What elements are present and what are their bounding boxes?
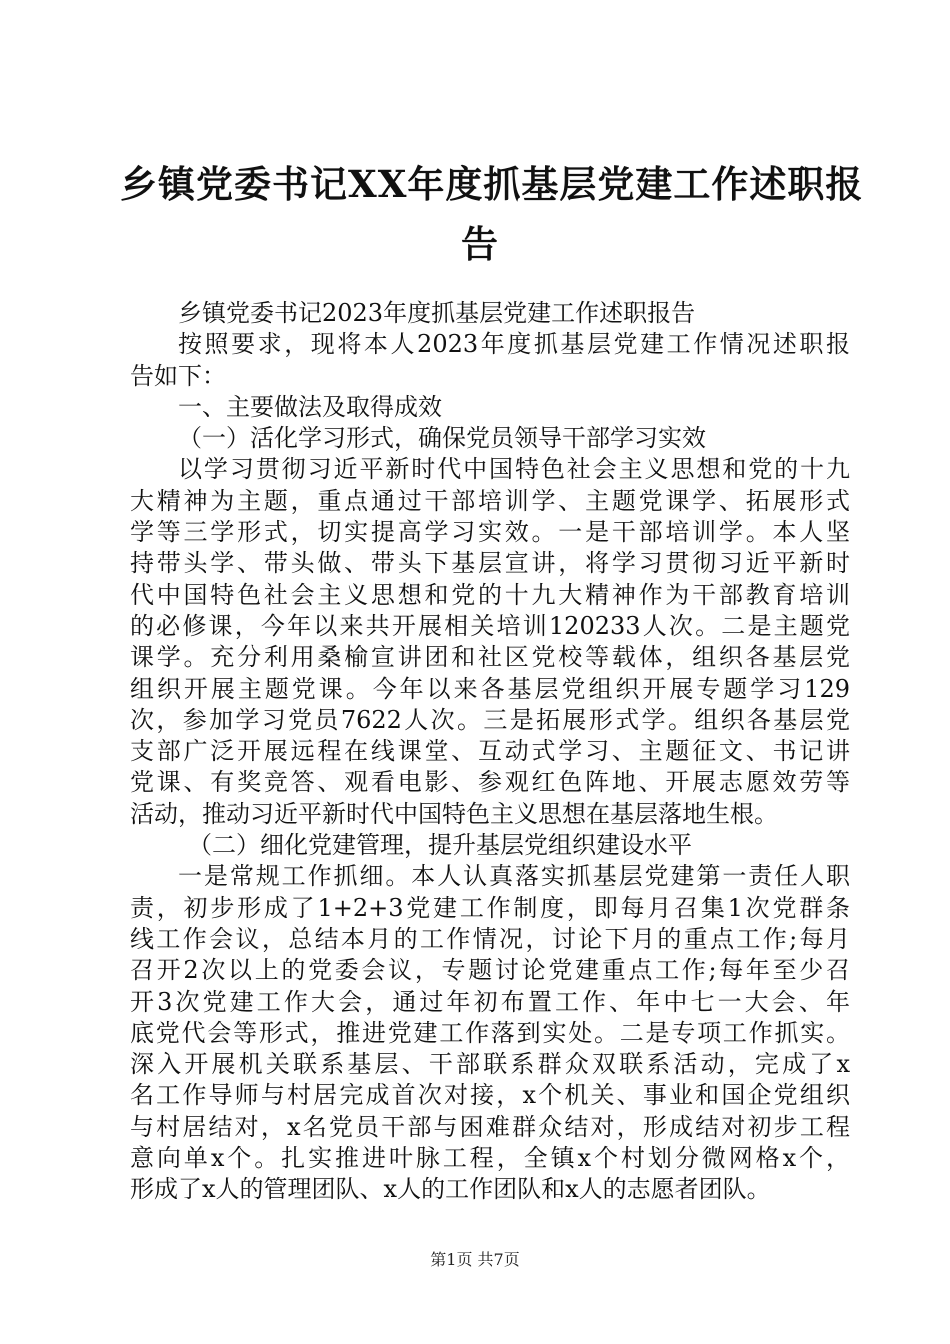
subsection-heading: （二）细化党建管理，提升基层党组织建设水平	[188, 831, 692, 860]
text-line: 召开2次以上的党委会议，专题讨论党建重点工作;每年至少召	[130, 956, 850, 985]
text-line: 活动，推动习近平新时代中国特色主义思想在基层落地生根。	[130, 799, 778, 828]
text-line: 深入开展机关联系基层、干部联系群众双联系活动，完成了x	[130, 1050, 850, 1079]
text-line: 的必修课，今年以来共开展相关培训120233人次。二是主题党	[130, 611, 850, 640]
text-line: 支部广泛开展远程在线课堂、互动式学习、主题征文、书记讲	[130, 737, 850, 766]
document-body	[130, 298, 850, 1206]
text-line: 底党代会等形式，推进党建工作落到实处。二是专项工作抓实。	[130, 1018, 850, 1047]
text-line: 责，初步形成了1+2+3党建工作制度，即每月召集1次党群条	[130, 893, 850, 922]
text-line: 课学。充分利用桑榆宣讲团和社区党校等载体，组织各基层党	[130, 643, 850, 672]
text-line: 形成了x人的管理团队、x人的工作团队和x人的志愿者团队。	[130, 1175, 771, 1204]
text-line: 乡镇党委书记2023年度抓基层党建工作述职报告	[178, 299, 696, 327]
document-title-line-2: 告	[461, 222, 499, 266]
document-title-line-1: 乡镇党委书记XX年度抓基层党建工作述职报	[120, 162, 864, 206]
text-line: 以学习贯彻习近平新时代中国特色社会主义思想和党的十九	[178, 455, 850, 484]
text-line: 次，参加学习党员7622人次。三是拓展形式学。组织各基层党	[130, 705, 850, 734]
text-line: 党课、有奖竞答、观看电影、参观红色阵地、开展志愿效劳等	[130, 768, 850, 797]
text-line: 代中国特色社会主义思想和党的十九大精神作为干部教育培训	[130, 580, 850, 609]
text-line: 开3次党建工作大会，通过年初布置工作、年中七一大会、年	[130, 987, 850, 1016]
text-line: 一是常规工作抓细。本人认真落实抓基层党建第一责任人职	[178, 862, 850, 891]
text-line: 持带头学、带头做、带头下基层宣讲，将学习贯彻习近平新时	[130, 549, 850, 578]
text-line: 大精神为主题，重点通过干部培训学、主题党课学、拓展形式	[130, 486, 850, 515]
text-line: 组织开展主题党课。今年以来各基层党组织开展专题学习129	[130, 674, 850, 703]
section-heading: 一、主要做法及取得成效	[178, 392, 442, 421]
text-line: 名工作导师与村居完成首次对接，x个机关、事业和国企党组织	[130, 1081, 850, 1110]
text-line: 线工作会议，总结本月的工作情况，讨论下月的重点工作;每月	[130, 924, 850, 953]
text-line: 意向单x个。扎实推进叶脉工程，全镇x个村划分微网格x个，	[130, 1144, 850, 1173]
text-line: 告如下：	[130, 361, 226, 390]
text-line: 与村居结对，x名党员干部与困难群众结对，形成结对初步工程	[130, 1112, 850, 1141]
subsection-heading: （一）活化学习形式，确保党员领导干部学习实效	[178, 424, 706, 453]
text-line: 按照要求，现将本人2023年度抓基层党建工作情况述职报	[178, 330, 850, 359]
text-line: 学等三学形式，切实提高学习实效。一是干部培训学。本人坚	[130, 518, 850, 547]
page-number-footer: 第1页 共7页	[430, 1250, 520, 1269]
